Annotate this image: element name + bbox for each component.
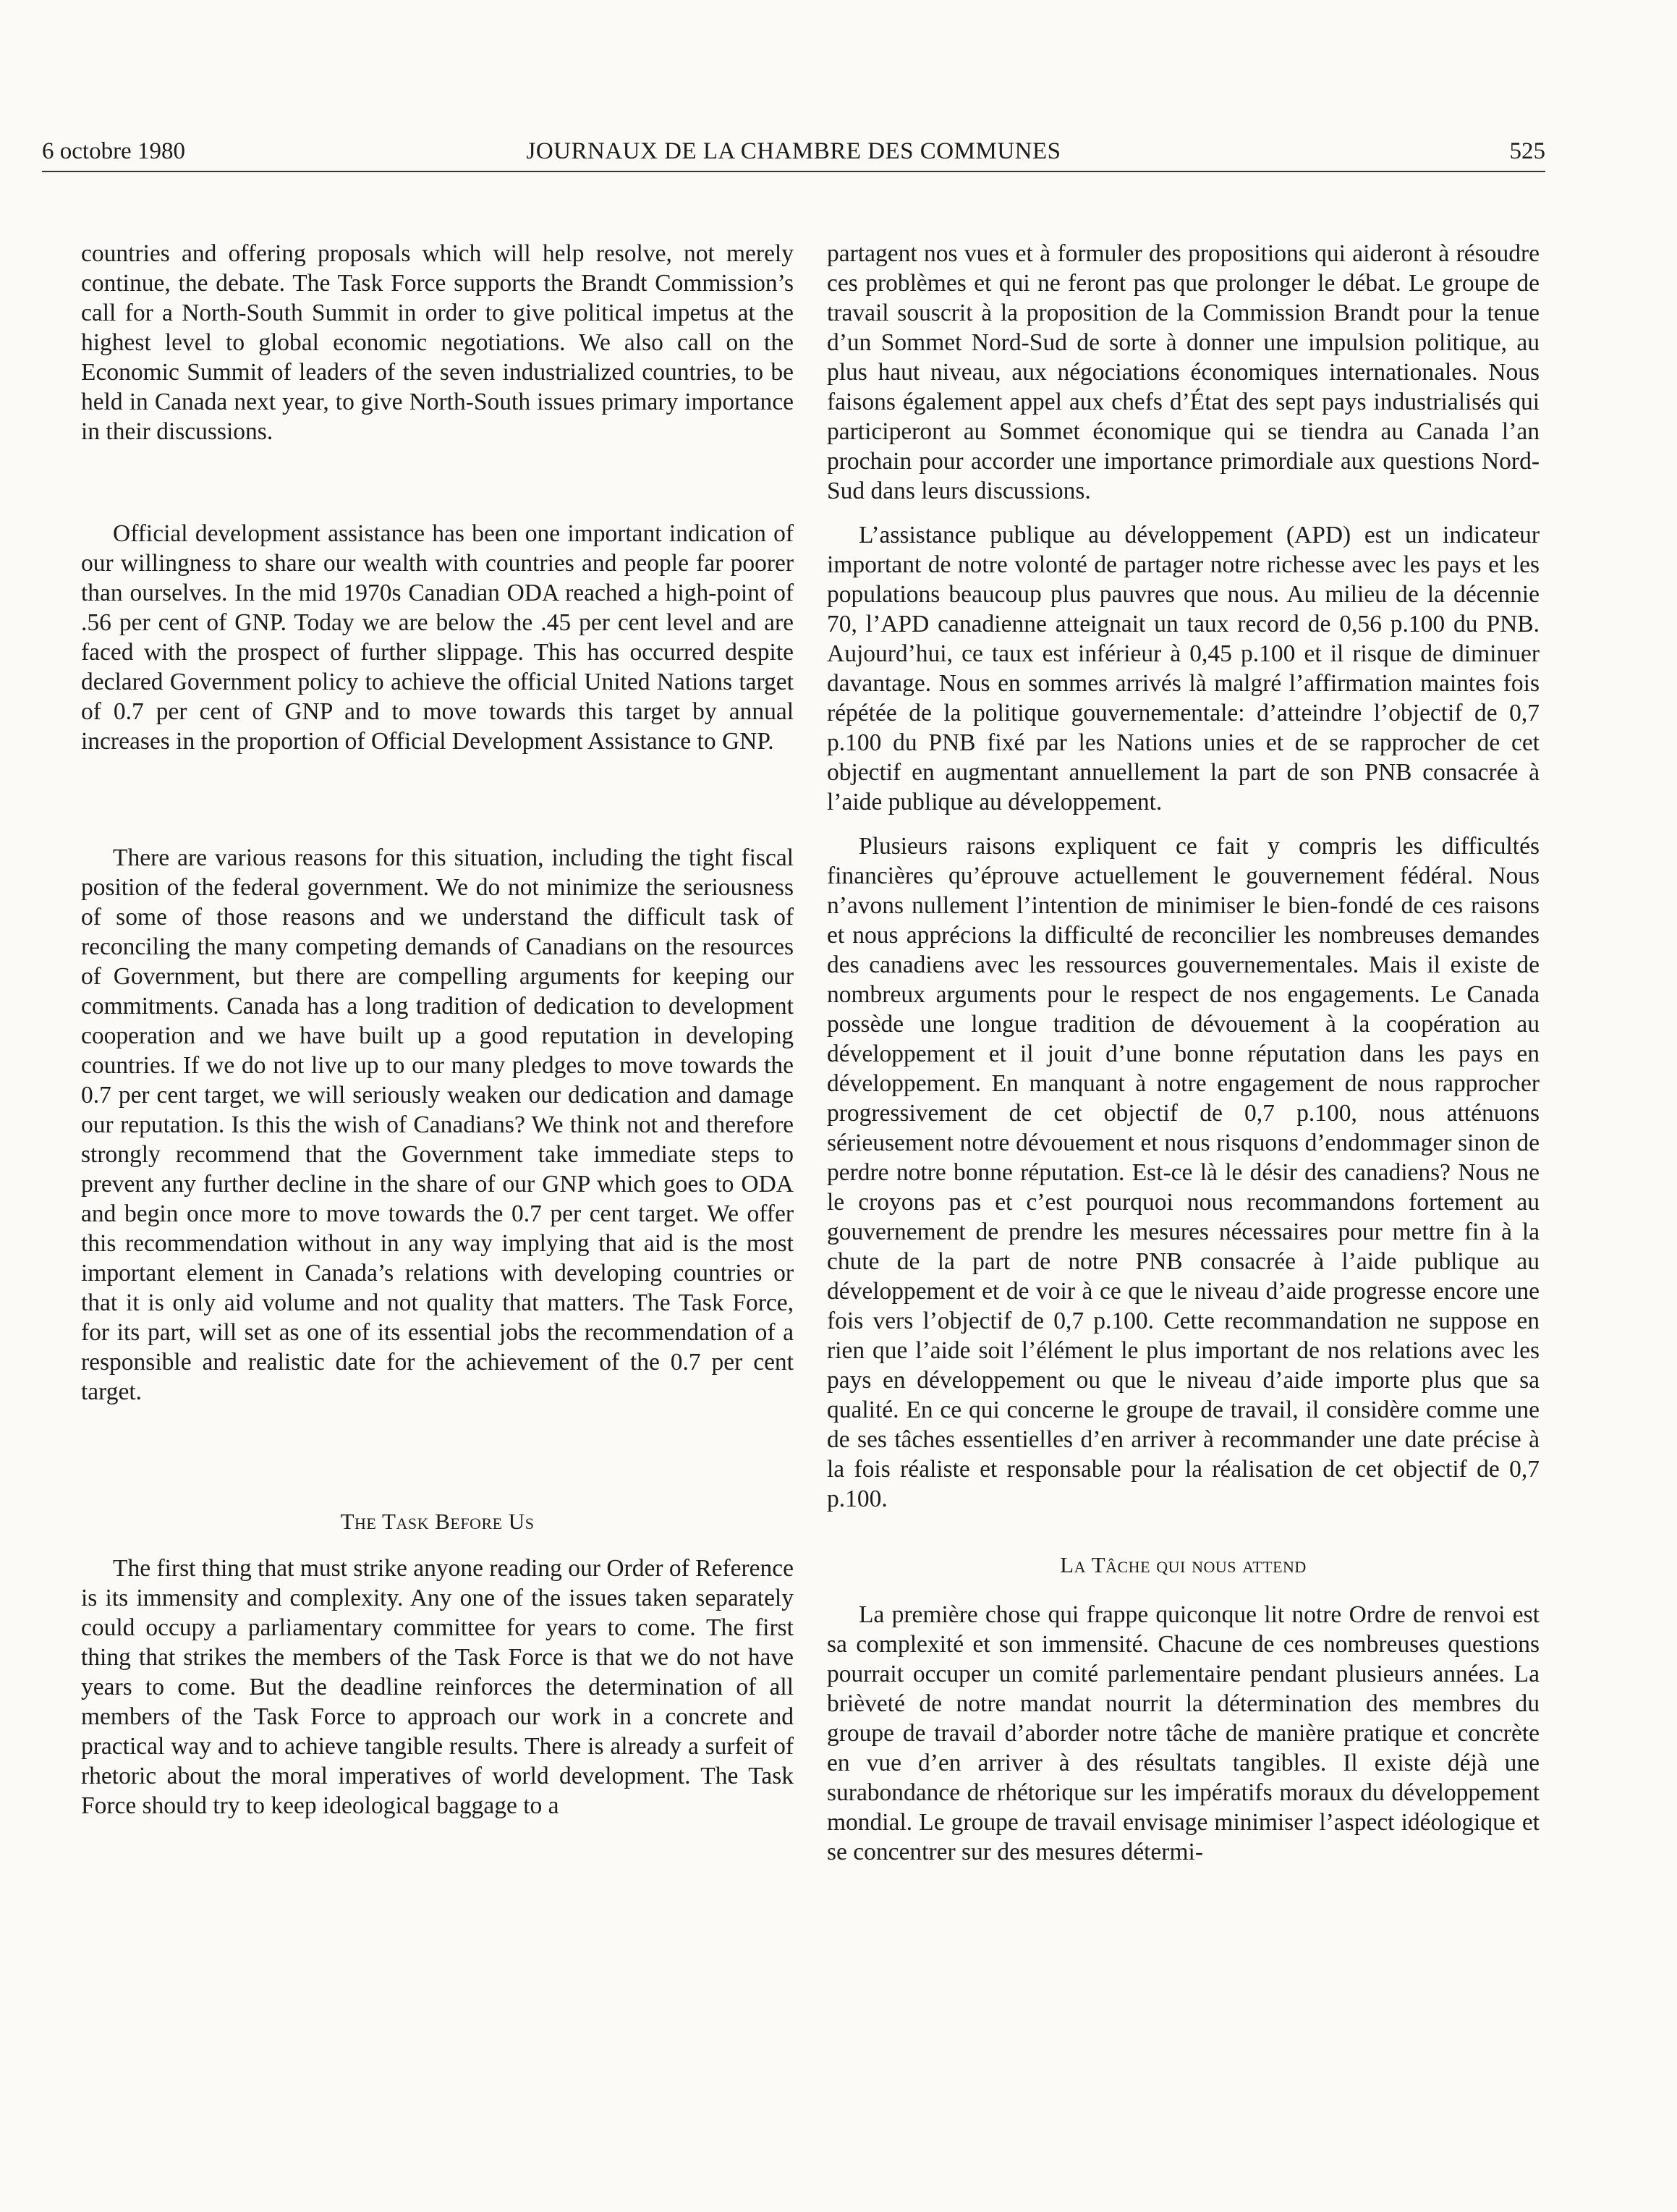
paragraph-fr-3: Plusieurs raisons expliquent ce fait y compris les difficultés financières qu’éprouve actuellement le gouvernement fédéral. Nous n’avons nullement l’intention de minimiser le bien-fondé de ces raisons et nous apprécions la difficulté de reconcilier les nombreuses demandes des canadiens avec les ressources gouvernementales. Mais il existe de nombreux arguments pour le respect de nos engagements. Le Canada possède une longue tradition de dévouement à la coopération au développement et il jouit d’une bonne réputation dans les pays en développement. En manquant à notre engagement de nous rapprocher progressivement de cet objectif de 0,7 p.100, nous atténuons sérieusement notre dévouement et nous risquons d’endommager sinon de perdre notre bonne réputation. Est-ce là le désir des canadiens? Nous ne le croyons pas et c’est pourquoi nous recommandons fortement au gouvernement de prendre les mesures nécessaires pour mettre fin à la chute de la part de notre PNB consacrée à l’aide publique au développement et de voir à ce que le niveau d’aide progresse encore une fois vers l’objectif de 0,7 p.100. Cette recommandation ne suppose en rien que l’aide soit l’élément le plus important de nos relations avec les pays en développement ou que le niveau d’aide importe plus que sa qualité. En ce qui concerne le groupe de travail, il considère comme une de ses tâches essentielles d’en arriver à recommander une date précise à la fois réaliste et responsable pour la réalisation de cet objectif de 0,7 p.100. xyxy=(827,833,1540,1512)
french-column xyxy=(827,239,1540,1867)
paragraph-en-3: There are various reasons for this situation, including the tight fiscal position of the federal government. We do not minimize the seriousness of some of those reasons and we understand the difficult task of reconciling the many competing demands of Canadians on the resources of Government, but there are compelling arguments for keeping our commitments. Canada has a long tradition of dedication to development cooperation and we have built up a good reputation in developing countries. If we do not live up to our many pledges to move towards the 0.7 per cent target, we will seriously weaken our dedication and damage our reputation. Is this the wish of Canadians? We think not and therefore strongly recommend that the Government take immediate steps to prevent any further decline in the share of our GNP which goes to ODA and begin once more to move towards the 0.7 per cent target. We offer this recommendation without in any way implying that aid is the most important element in Canada’s relations with developing countries or that it is only aid volume and not quality that matters. The Task Force, for its part, will set as one of its essential jobs the recommendation of a responsible and realistic date for the achievement of the 0.7 per cent target. xyxy=(81,844,794,1405)
paragraph-fr-1: partagent nos vues et à formuler des propositions qui aideront à résoudre ces problèmes et qui ne feront pas que prolonger le débat. Le groupe de travail souscrit à la proposition de la Commission Brandt pour la tenue d’un Sommet Nord-Sud de sorte à donner une impulsion politique, au plus haut niveau, aux négociations économiques internationales. Nous faisons également appel aux chefs d’État des sept pays industrialisés qui participeront au Sommet économique qui se tiendra au Canada l’an prochain pour accorder une importance primordiale aux questions Nord-Sud dans leurs discussions. xyxy=(827,240,1540,504)
english-column xyxy=(81,239,794,1821)
paragraph-en-2: Official development assistance has been one important indication of our willingness to share our wealth with countries and people far poorer than ourselves. In the mid 1970s Canadian ODA reached a high-point of .56 per cent of GNP. Today we are below the .45 per cent level and are faced with the prospect of further slippage. This has occurred despite declared Government policy to achieve the official United Nations target of 0.7 per cent of GNP and to move towards this target by annual increases in the proportion of Official Development Assistance to GNP. xyxy=(81,520,794,755)
running-header xyxy=(42,129,1545,172)
paragraph-en-1: countries and offering proposals which will help resolve, not merely continue, the debate. The Task Force supports the Brandt Commission’s call for a North-South Summit in order to give political impetus at the highest level to global economic negotiations. We also call on the Economic Summit of leaders of the seven industrialized countries, to be held in Canada next year, to give North-South issues primary importance in their discussions. xyxy=(81,240,794,445)
paragraph-fr-4: La première chose qui frappe quiconque lit notre Ordre de renvoi est sa complexité et son immensité. Chacune de ces nombreuses questions pourrait occuper un comité parlementaire pendant plusieurs années. La brièveté de notre mandat nourrit la détermination des membres du groupe de travail d’aborder notre tâche de manière pratique et concrète en vue d’en arriver à des résultats tangibles. Il existe déjà une surabondance de rhétorique sur les impératifs moraux du développement mondial. Le groupe de travail envisage minimiser l’aspect idéologique et se concentrer sur des mesures détermi- xyxy=(827,1601,1540,1865)
section-heading-fr: La Tâche qui nous attend xyxy=(1060,1552,1307,1577)
header-title: JOURNAUX DE LA CHAMBRE DES COMMUNES xyxy=(526,138,1061,164)
page-number: 525 xyxy=(1509,138,1545,164)
paragraph-fr-2: L’assistance publique au développement (APD) est un indicateur important de notre volonté de partager notre richesse avec les pays et les populations beaucoup plus pauvres que nous. Au milieu de la décennie 70, l’APD canadienne atteignait un taux record de 0,56 p.100 du PNB. Aujourd’hui, ce taux est inférieur à 0,45 p.100 et il risque de diminuer davantage. Nous en sommes arrivés là malgré l’affirmation maintes fois répétée de la politique gouvernementale: d’atteindre l’objectif de 0,7 p.100 du PNB fixé par les Nations unies et de se rapprocher de cet objectif en augmentant annuellement la part de son PNB consacrée à l’aide publique au développement. xyxy=(827,522,1540,815)
header-date: 6 octobre 1980 xyxy=(42,138,185,164)
section-heading-en: The Task Before Us xyxy=(340,1509,535,1534)
paragraph-en-4: The first thing that must strike anyone reading our Order of Reference is its immensity and complexity. Any one of the issues taken separately could occupy a parliamentary committee for years to come. The first thing that strikes the members of the Task Force is that we do not have years to come. But the deadline reinforces the determination of all members of the Task Force to approach our work in a concrete and practical way and to achieve tangible results. There is already a surfeit of rhetoric about the moral imperatives of world development. The Task Force should try to keep ideological baggage to a xyxy=(81,1555,794,1819)
